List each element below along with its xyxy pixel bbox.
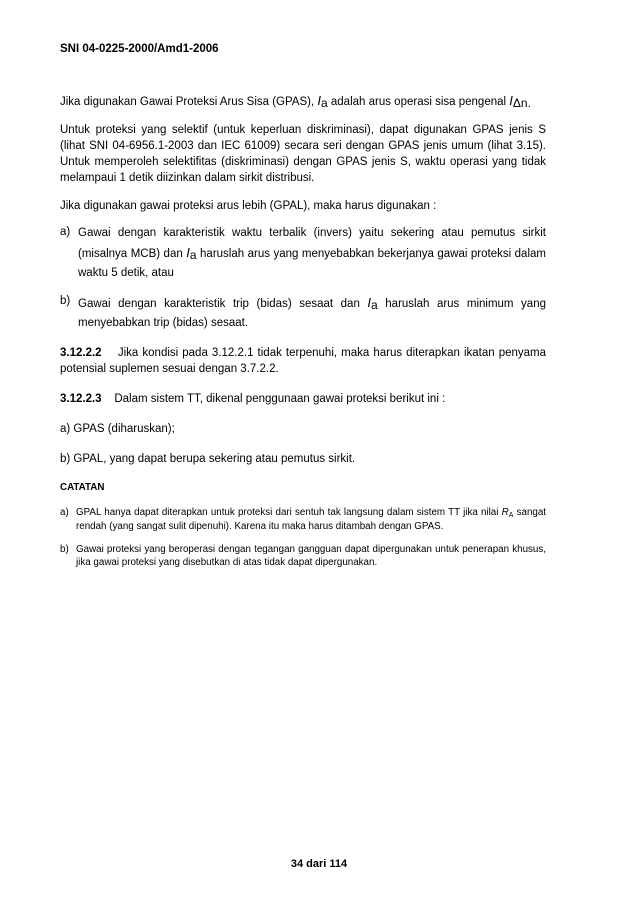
symbol-letter: R (501, 507, 509, 518)
text-run: adalah arus operasi sisa pengenal (327, 96, 510, 108)
symbol-idn (509, 93, 531, 108)
list-item-b (60, 293, 546, 333)
document-header: SNI 04-0225-2000/Amd1-2006 (60, 43, 219, 55)
symbol-subscript: Δn. (512, 96, 531, 110)
tt-list-item-b: b) GPAL, yang dapat berupa sekering atau pemutus sirkit. (60, 453, 356, 465)
page-number: 34 dari 114 (290, 858, 348, 870)
list-label: a) (60, 226, 71, 238)
text-run: haruslah arus yang menyebabkan bekerjanya gawai proteksi dalam waktu 5 detik, atau (78, 248, 546, 279)
list-text (78, 224, 546, 283)
note-label: b) (60, 544, 69, 555)
section-number: 3.12.2.2 (60, 347, 102, 359)
text-run: Gawai dengan karakteristik trip (bidas) sesaat dan (78, 298, 368, 310)
symbol-letter: I (317, 93, 321, 108)
text-run: haruslah arus minimum yang menyebabkan trip (bidas) sesaat. (78, 298, 546, 329)
section-text: Jika kondisi pada 3.12.2.1 tidak terpenuhi, maka harus diterapkan ikatan penyama potensial suplemen sesuai dengan 3.7.2.2. (60, 347, 547, 375)
symbol-subscript: A (508, 512, 514, 519)
note-text (76, 506, 546, 533)
note-item-a (60, 506, 546, 533)
paragraph-selective-protection: Untuk proteksi yang selektif (untuk keperluan diskriminasi), dapat digunakan GPAS jenis S (lihat SNI 04-6956.1-2003 dan IEC 61009) secara seri dengan GPAS jenis umum (lihat 3.15). Untuk memperoleh selektifitas (diskriminasi) dengan GPAS jenis S, waktu operasi yang tidak melampaui 1 detik diizinkan dalam sirkit distribusi. (60, 124, 546, 184)
symbol-letter: I (186, 245, 190, 260)
list-label: b) (60, 295, 71, 307)
symbol-subscript: a (371, 298, 378, 312)
note-label: a) (60, 507, 69, 518)
list-text (78, 293, 546, 333)
symbol-ia (367, 295, 377, 310)
tt-list-item-a: a) GPAS (diharuskan); (60, 423, 175, 435)
note-title: CATATAN (60, 482, 105, 493)
symbol-ia (317, 93, 327, 108)
symbol-subscript: a (189, 248, 197, 262)
symbol-letter: I (367, 295, 372, 310)
section-3-12-2-3 (60, 391, 546, 407)
symbol-ia (186, 245, 196, 260)
symbol-subscript: a (321, 96, 328, 110)
section-3-12-2-2 (60, 345, 546, 377)
section-number: 3.12.2.3 (60, 393, 102, 405)
text-run: Gawai dengan karakteristik waktu terbalik (invers) yaitu sekering atau pemutus sirkit (misalnya MCB) dan (78, 227, 546, 260)
section-text: Dalam sistem TT, dikenal penggunaan gawai proteksi berikut ini : (114, 393, 446, 405)
document-body (60, 93, 546, 569)
symbol-letter: I (509, 93, 513, 108)
text-run: Jika digunakan Gawai Proteksi Arus Sisa (GPAS), (60, 96, 318, 108)
list-item-a (60, 224, 546, 283)
note-text: Gawai proteksi yang beroperasi dengan tegangan gangguan dapat dipergunakan untuk penerapan khusus, jika gawai proteksi yang disebutkan di atas tidak dapat dipergunakan. (76, 544, 546, 568)
text-run: sangat rendah (yang sangat sulit dipenuhi). Karena itu maka harus ditambah dengan GPAS. (76, 507, 547, 532)
paragraph-gpas-definition (60, 93, 546, 110)
note-item-b (60, 543, 546, 569)
paragraph-gpal-intro: Jika digunakan gawai proteksi arus lebih (GPAL), maka harus digunakan : (60, 200, 437, 212)
text-run: GPAL hanya dapat diterapkan untuk proteksi dari sentuh tak langsung dalam sistem TT jika nilai (76, 507, 502, 518)
